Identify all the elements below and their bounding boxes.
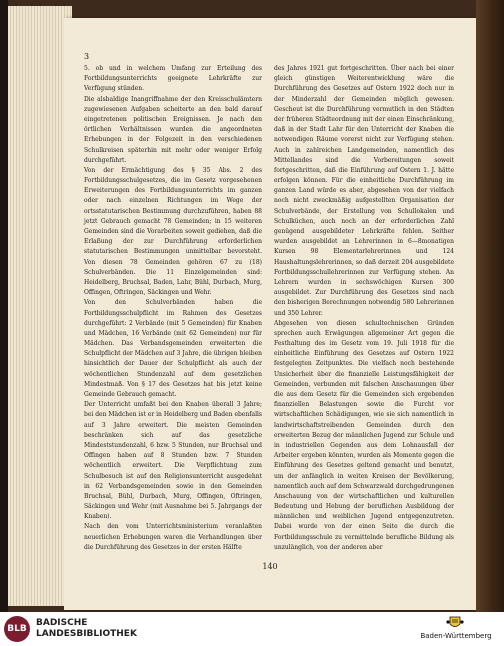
partner-name: Baden-Württemberg xyxy=(420,632,492,640)
right-paragraph: des Jahres 1921 gut fortgeschritten. Über nach bei einer gleich günstigen Weiterentwicklung wäre die Durchführung des Gesetzes auf Ostern 1922 doch nur in der Minderzahl der Gemeinden möglich gewesen. Gescheut ist die Durchführung vermutlich in den Städten der früheren Städteordnung mit der einen Einschränkung, daß in der Stadt Lahr für den Unterricht der Knaben die notwendigen Räume vorerst nicht zur Verfügung stehen. Auch in zahlreichen Landgemeinden, namentlich des Mittellandes sind die Vorbereitungen soweit fortgeschritten, daß die Einführung auf Ostern 1. J. hätte erfolgen können. Für die einheitliche Durchführung im ganzen Land würde es aber, abgesehen von der vielfach noch nicht zweckmäßig aufgestellten Organisation der Schulverbände, der Erstellung von Schullokalen und Schulküchen, auch noch an der erforderlichen Zahl genügend ausgebildeter Lehrkräfte fehlen. Seither wurden ausgebildet an Lehrerinnen in 6—8monatigen Kursen 98 Elementarlehrerinnen und 124 Haushaltungslehrerinnen, so daß derzeit 204 ausgebildete Fortbildungsschullehrerinnen zur Verfügung stehen. An Lehrern wurden in sechswöchigen Kursen 300 ausgebildet. Zur Durchführung des Gesetzes sind nach den bisherigen Berechnungen notwendig 580 Lehrerinnen und 350 Lehrer. xyxy=(274,65,454,317)
book-cover-edge xyxy=(476,0,504,612)
left-paragraph: Von den Schulverbänden haben die Fortbildungsschulpflicht im Rahmen des Gesetzes durchgeführt: 2 Verbände (mit 5 Gemeinden) für Knaben und Mädchen, 16 Verbände (mit 62 Gemeinden) nur für Mädchen. Das Verbandsgemeinden erweiterten die Schulpflicht der Mädchen auf 3 Jahre, die übrigen bleiben hinsichtlich der Dauer der Schulpflicht als auch der wöchentlichen Stundenzahl auf dem gesetzlichen Mindestmaß. Von § 17 des Gesetzes hat bis jetzt keine Gemeinde Gebrauch gemacht. xyxy=(84,299,262,398)
page-number-bottom: 140 xyxy=(262,562,278,571)
crest-icon xyxy=(446,615,464,629)
page-stack-edge xyxy=(8,6,72,606)
library-logo[interactable]: BLB xyxy=(4,616,30,642)
left-paragraph: Nach den vom Unterrichtsministerium veranlaßten neuerlichen Erhebungen waren die Verhandlungen über die Durchführung des Gesetzes in der ersten Hälfte xyxy=(84,523,262,551)
page-number-top: 3 xyxy=(84,52,90,61)
footer-bar xyxy=(0,612,504,646)
left-paragraph: Der Unterricht umfaßt bei den Knaben überall 3 Jahre; bei den Mädchen ist er in Heidelberg und Baden ebenfalls auf 3 Jahre erweitert. Die meisten Gemeinden beschränken sich auf das gesetzliche Mindeststundenzahl, 6 bzw. 5 Stunden, nur Bruchsal und Offingen haben auf 8 Stunden bzw. 7 Stunden wöchentlich erweitert. Die Verpflichtung zum Schulbesuch ist auf den Religionsunterricht ausgedehnt in 62 Verbandsgemeinden sowie in den Gemeinden Bruchsal, Bühl, Durbach, Murg, Offingen, Oftringen, Säckingen und Wehr (mit Ausnahme bei 5. Jahrgangs der Knaben). xyxy=(84,401,262,521)
left-paragraph: Die alsbaldige Inangriffnahme der den Kreisschulämtern zugewiesenen Aufgaben scheiterte an den bald darauf eingetretenen politischen Ereignissen. Je nach den örtlichen Verhältnissen wurden die angeordneten Erhebungen in der Folgezeit in den verschiedenen Schulkreisen späterhin mit mehr oder weniger Erfolg durchgeführt. xyxy=(84,95,262,164)
left-text-column xyxy=(84,64,262,553)
right-text-column xyxy=(274,64,454,553)
right-paragraph: Abgesehen von diesen schultechnischen Gründen sprechen auch Erwägungen allgemeiner Art gegen die Festhaltung des im Gesetz vom 19. Juli 1918 für die einheitliche Einführung des Gesetzes auf Ostern 1922 festgelegten Zeitpunktes. Die vielfach noch bestehende Unsicherheit über die finanzielle Leistungsfähigkeit der Gemeinden, verbunden mit falschen Anschauungen über die aus dem Gesetz für die Gemeinden sich ergebenden finanziellen Belastungen sowie die Furcht vor wirtschaftlichen Schädigungen, wie sie sich namentlich in landwirtschaftstreibenden Gemeinden durch den erweiterten Bezug der männlichen Jugend zur Schule und in industriellen Gegenden aus dem Lohnausfall der Arbeiter ergeben könnten, wurden als Momente gegen die Einführung des Gesetzes geltend gemacht und benutzt, um der anfänglich in weiten Kreisen der Bevölkerung, namentlich auch auf dem Schwarzwald durchgedrungenen Anschauung von der wirtschaftlichen und kulturellen Bedeutung und Hebung der beruflichen Ausbildung der männlichen und weiblichen Jugend entgegenzutreten. Dabei wurde von der einen Seite die durch die Fortbildungsschule zu vermittelnde berufliche Bildung als unzulänglich, von der anderen aber xyxy=(274,319,454,551)
book-page xyxy=(64,18,476,610)
left-paragraph: Von der Ermächtigung des § 35 Abs. 2 des Fortbildungsschulgesetzes, die im Gesetz vorgesehenen Erweiterungen des Fortbildungsunterrichts im ganzen oder nach einzelnen Richtungen im Wege der ortsstatutarischen Bestimmung durchzuführen, haben 88 jetzt Gebrauch gemacht 78 Gemeinden; in 15 weiteren Gemeinden sind die Vorarbeiten soweit gediehen, daß die Erlaßung der zur Durchführung erforderlichen statutarischen Bestimmungen unmittelbar bevorsteht. Von diesen 78 Gemeinden gehören 67 zu (18) Schulverbänden. Die 11 Einzelgemeinden sind: Heidelberg, Bruchsal, Baden, Lahr, Bühl, Durbach, Murg, Offingen, Oftringen, Säckingen und Wehr. xyxy=(84,166,262,297)
left-paragraph: 5. ob und in welchem Umfang zur Erteilung des Fortbildungsunterrichts geeignete Lehrkräfte zur Verfügung stünden. xyxy=(84,65,262,93)
book-edge xyxy=(0,0,8,612)
library-name: BADISCHE LANDESBIBLIOTHEK xyxy=(36,618,137,639)
partner-logo[interactable] xyxy=(416,615,496,645)
